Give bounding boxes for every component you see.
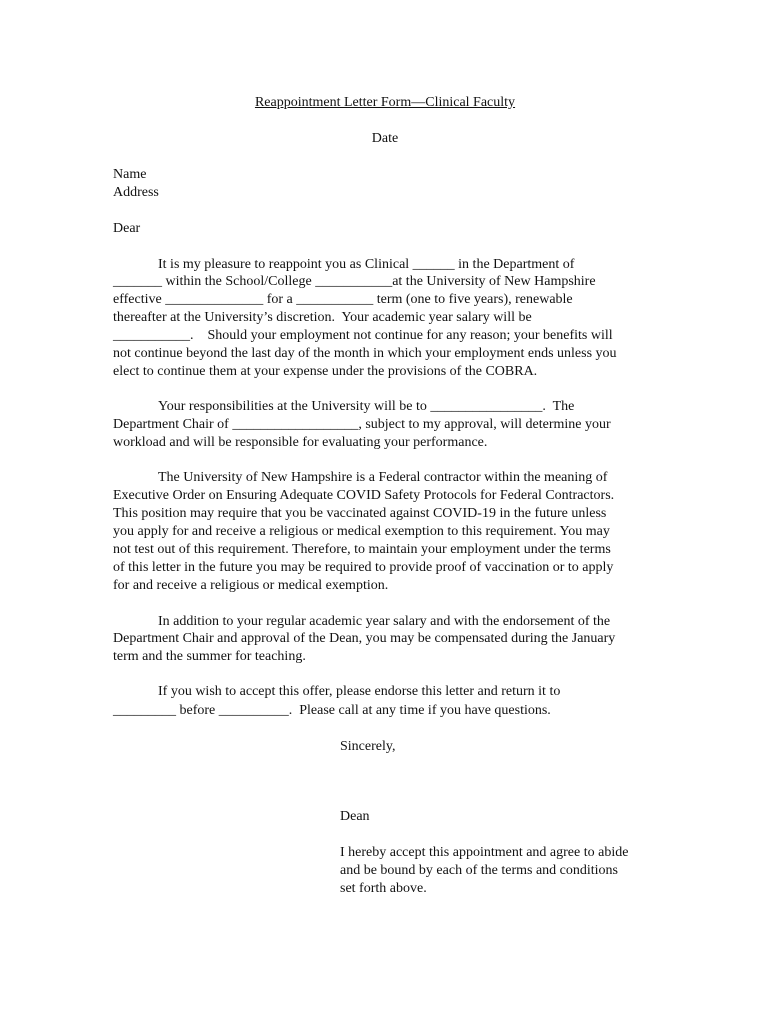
paragraph-line: _________ before __________. Please call at any time if you have questions. — [113, 703, 551, 718]
acceptance-line: I hereby accept this appointment and agree to abide — [340, 845, 629, 860]
acceptance-line: and be bound by each of the terms and conditions — [340, 863, 618, 878]
paragraph-line: The University of New Hampshire is a Federal contractor within the meaning of — [158, 470, 608, 485]
letter-title: Reappointment Letter Form—Clinical Faculty — [254, 95, 516, 110]
paragraph-line: not continue beyond the last day of the month in which your employment ends unless you — [113, 346, 617, 361]
paragraph-line: Executive Order on Ensuring Adequate COVID Safety Protocols for Federal Contractors. — [113, 488, 615, 503]
paragraph-line: In addition to your regular academic year salary and with the endorsement of the — [158, 614, 611, 629]
paragraph-line: If you wish to accept this offer, please endorse this letter and return it to — [158, 684, 561, 699]
paragraph-line: _______ within the School/College ___________at the University of New Hampshire — [113, 274, 596, 289]
paragraph-line: elect to continue them at your expense under the provisions of the COBRA. — [113, 364, 538, 379]
paragraph-line: of this letter in the future you may be required to provide proof of vaccination or to apply — [113, 560, 614, 575]
paragraph-line: workload and will be responsible for evaluating your performance. — [113, 435, 488, 450]
paragraph-line: for and receive a religious or medical exemption. — [113, 578, 389, 593]
paragraph-line: It is my pleasure to reappoint you as Clinical ______ in the Department of — [158, 257, 575, 272]
paragraph-line: thereafter at the University’s discretion. Your academic year salary will be — [113, 310, 532, 325]
paragraph-line: not test out of this requirement. Therefore, to maintain your employment under the terms — [113, 542, 611, 557]
salutation: Dear — [113, 221, 141, 236]
date-label: Date — [371, 131, 399, 146]
paragraph-line: you apply for and receive a religious or medical exemption to this requirement. You may — [113, 524, 610, 539]
paragraph-line: ___________. Should your employment not continue for any reason; your benefits will — [113, 328, 613, 343]
paragraph-line: This position may require that you be vaccinated against COVID-19 in the future unless — [113, 506, 607, 521]
paragraph-line: Your responsibilities at the University will be to ________________. The — [158, 399, 575, 414]
recipient-name: Name — [113, 167, 147, 182]
paragraph-line: Department Chair and approval of the Dean, you may be compensated during the January — [113, 631, 616, 646]
signature-title: Dean — [340, 809, 370, 824]
acceptance-line: set forth above. — [340, 881, 427, 896]
closing: Sincerely, — [340, 739, 396, 754]
recipient-address: Address — [113, 185, 159, 200]
paragraph-line: term and the summer for teaching. — [113, 649, 306, 664]
paragraph-line: Department Chair of __________________, subject to my approval, will determine your — [113, 417, 611, 432]
paragraph-line: effective ______________ for a ___________ term (one to five years), renewable — [113, 292, 573, 307]
